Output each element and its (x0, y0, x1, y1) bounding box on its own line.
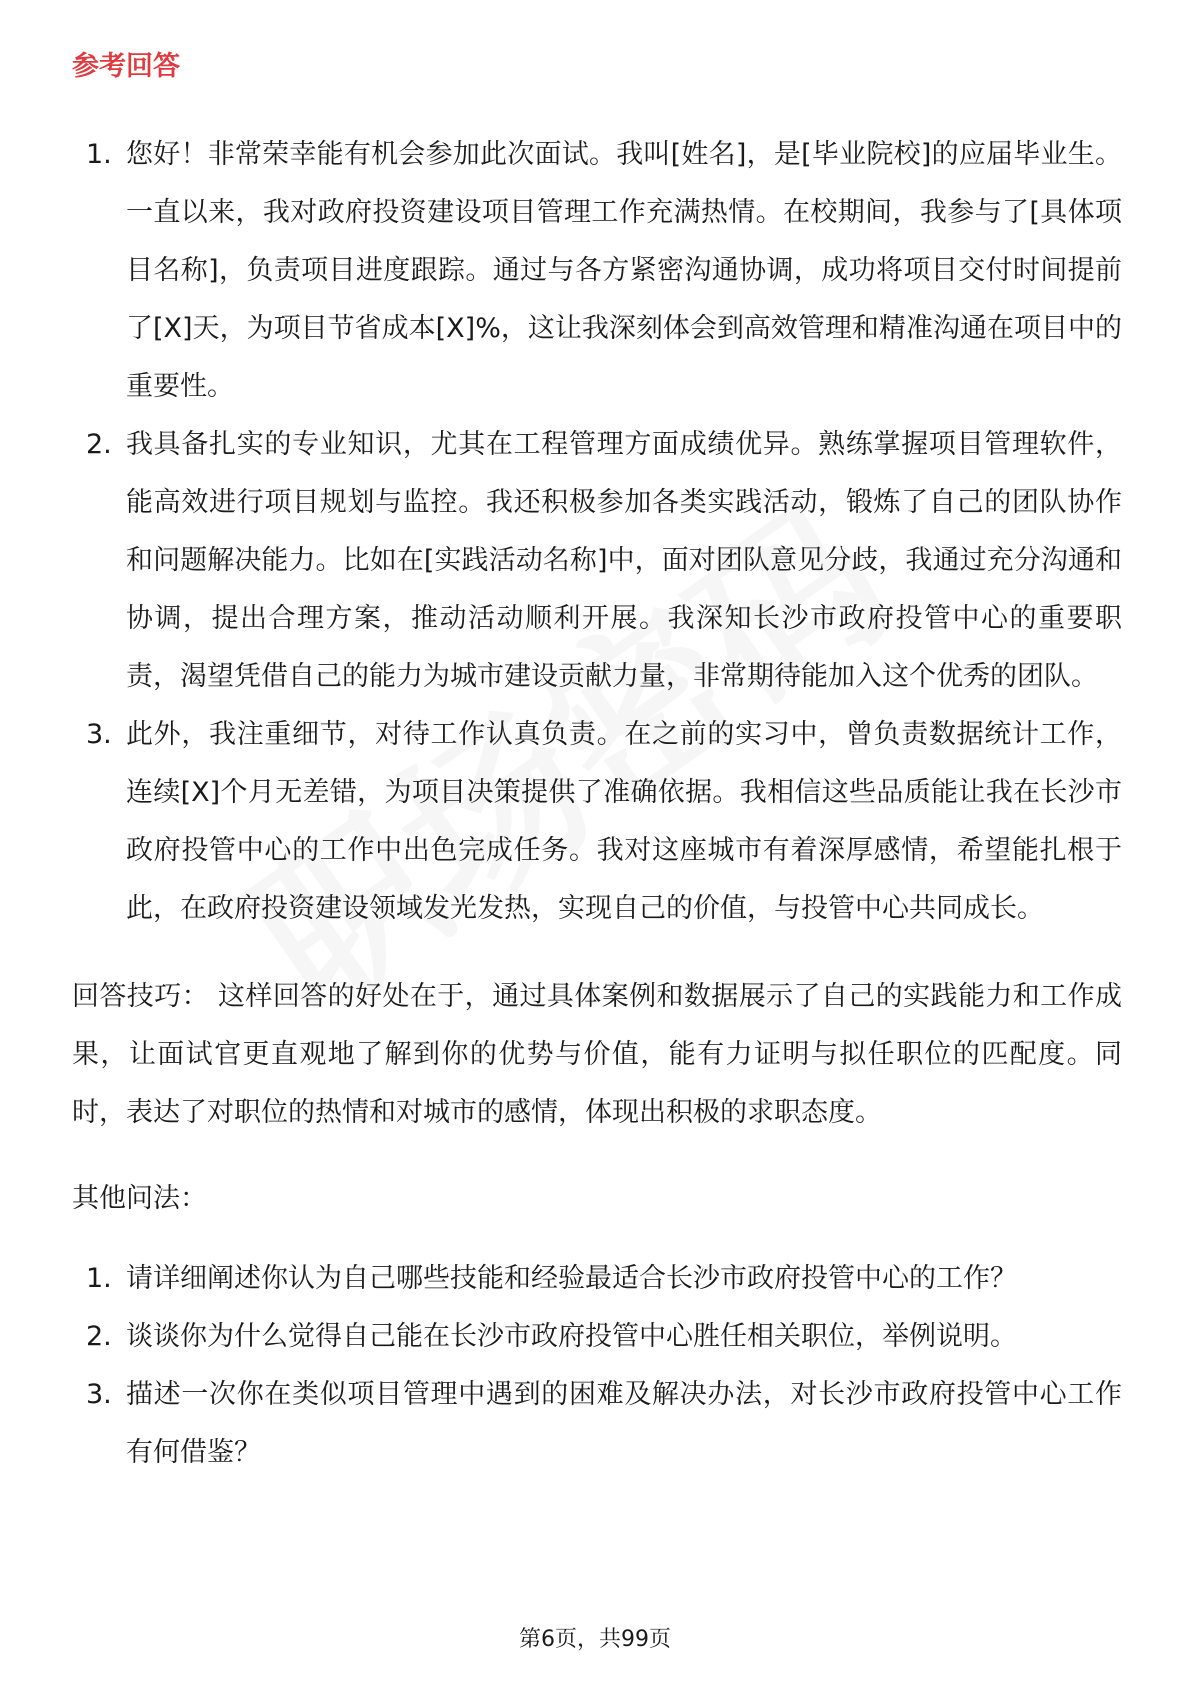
other-questions-list (72, 1250, 1122, 1482)
list-number: 2. (86, 1320, 112, 1352)
other-questions-title: 其他问法： (72, 1182, 207, 1214)
section-title: 参考回答 (72, 51, 180, 82)
list-item (72, 416, 1122, 706)
list-item-text: 请详细阐述你认为自己哪些技能和经验最适合长沙市政府投管中心的工作？ (126, 1262, 1017, 1294)
list-number: 2. (86, 428, 112, 460)
page-footer: 第6页，共99页 (519, 1627, 671, 1652)
list-item (72, 1366, 1122, 1482)
list-item-text: 我具备扎实的专业知识，尤其在工程管理方面成绩优异。熟练掌握项目管理软件，能高效进行项目规划与监控。我还积极参加各类实践活动，锻炼了自己的团队协作和问题解决能力。比如在[实践活动名称]中，面对团队意见分歧，我通过充分沟通和协调，提出合理方案，推动活动顺利开展。我深知长沙市政府投管中心的重要职责，渴望凭借自己的能力为城市建设贡献力量，非常期待能加入这个优秀的团队。 (126, 428, 1122, 692)
list-number: 1. (86, 1262, 112, 1294)
list-item (72, 1250, 1122, 1308)
list-item (72, 126, 1122, 416)
list-item-text: 谈谈你为什么觉得自己能在长沙市政府投管中心胜任相关职位，举例说明。 (126, 1320, 1017, 1352)
answer-tips: 回答技巧： 这样回答的好处在于，通过具体案例和数据展示了自己的实践能力和工作成果，让面试官更直观地了解到你的优势与价值，能有力证明与拟任职位的匹配度。同时，表达了对职位的热情和对城市的感情，体现出积极的求职态度。 (72, 980, 1122, 1128)
list-number: 1. (86, 138, 112, 170)
list-item-text: 描述一次你在类似项目管理中遇到的困难及解决办法，对长沙市政府投管中心工作有何借鉴？ (126, 1378, 1122, 1468)
list-item (72, 706, 1122, 938)
list-item-text: 您好！非常荣幸能有机会参加此次面试。我叫[姓名]，是[毕业院校]的应届毕业生。一直以来，我对政府投资建设项目管理工作充满热情。在校期间，我参与了[具体项目名称]，负责项目进度跟踪。通过与各方紧密沟通协调，成功将项目交付时间提前了[X]天，为项目节省成本[X]%，这让我深刻体会到高效管理和精准沟通在项目中的重要性。 (126, 138, 1122, 402)
list-item (72, 1308, 1122, 1366)
document-page (72, 48, 1122, 1482)
list-number: 3. (86, 718, 112, 750)
list-item-text: 此外，我注重细节，对待工作认真负责。在之前的实习中，曾负责数据统计工作，连续[X]个月无差错，为项目决策提供了准确依据。我相信这些品质能让我在长沙市政府投管中心的工作中出色完成任务。我对这座城市有着深厚感情，希望能扎根于此，在政府投资建设领域发光发热，实现自己的价值，与投管中心共同成长。 (126, 718, 1122, 924)
answer-list (72, 126, 1122, 938)
list-number: 3. (86, 1378, 112, 1410)
